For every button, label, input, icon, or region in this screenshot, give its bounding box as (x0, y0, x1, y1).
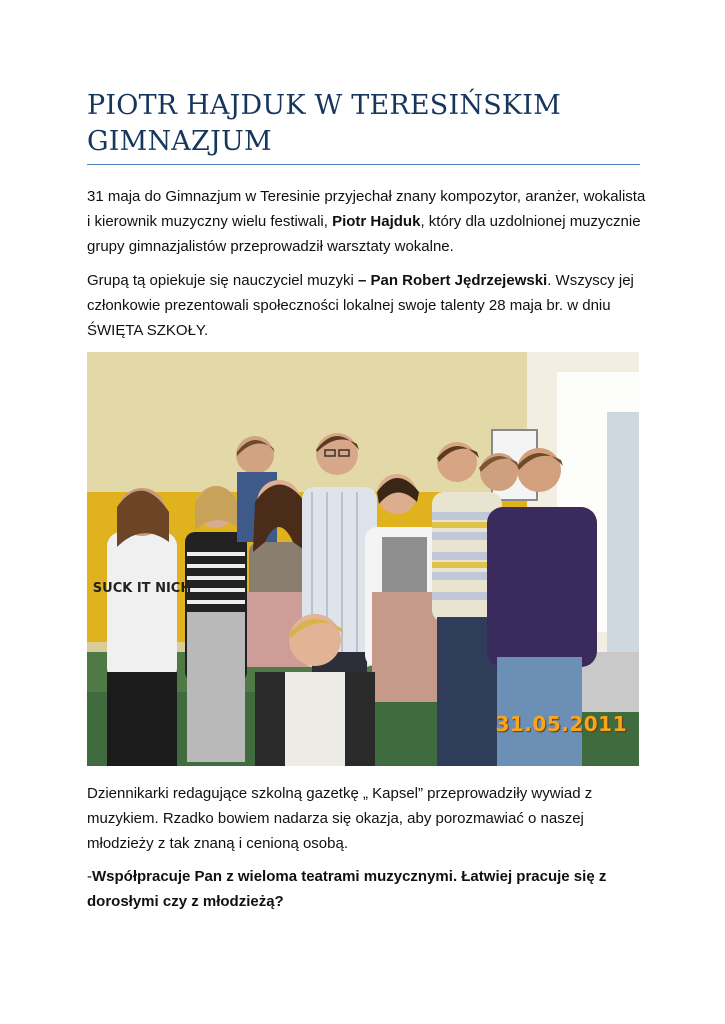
teacher-text-c: . Wszyscy jej członkowie prezentowali społeczności lokalnej swoje talenty 28 maja br. w dniu ŚWIĘTA SZKOŁY. (87, 272, 634, 339)
title-underline (87, 164, 640, 165)
paragraph-teacher (87, 268, 647, 343)
intro-name-bold: Piotr Hajduk (332, 213, 421, 230)
paragraph-intro (87, 184, 647, 259)
teacher-text-a: Grupą tą opiekuje się nauczyciel muzyki (87, 272, 358, 289)
group-photo-illustration (87, 352, 639, 766)
title-line-1: PIOTR HAJDUK W TERESIŃSKIM (87, 90, 561, 121)
photo-date-stamp: 31.05.2011 (495, 712, 627, 736)
paragraph-question (87, 864, 647, 914)
question-dash: - (87, 868, 92, 885)
shirt-print: SUCK IT NICH (92, 581, 192, 596)
teacher-name-bold: – Pan Robert Jędrzejewski (357, 272, 548, 289)
intro-text-c: , który dla uzdolnionej muzycznie grupy gimnazjalistów przeprowadził warsztaty wokalne. (87, 213, 641, 255)
group-photo (87, 352, 639, 766)
article-title (87, 88, 647, 160)
paragraph-interview-intro: Dziennikarki redagujące szkolną gazetkę „ Kapsel” przeprowadziły wywiad z muzykiem. Rzadko bowiem nadarza się okazja, aby porozmawiać o naszej młodzieży z tak znaną i cenioną osobą. (87, 785, 593, 852)
question-bold: Współpracuje Pan z wieloma teatrami muzycznymi. Łatwiej pracuje się z dorosłymi czy z młodzieżą? (87, 868, 607, 910)
title-line-2: GIMNAZJUM (87, 126, 272, 157)
intro-text-a: 31 maja do Gimnazjum w Teresinie przyjechał znany kompozytor, aranżer, wokalista i kierownik muzyczny wielu festiwali, (87, 188, 646, 230)
